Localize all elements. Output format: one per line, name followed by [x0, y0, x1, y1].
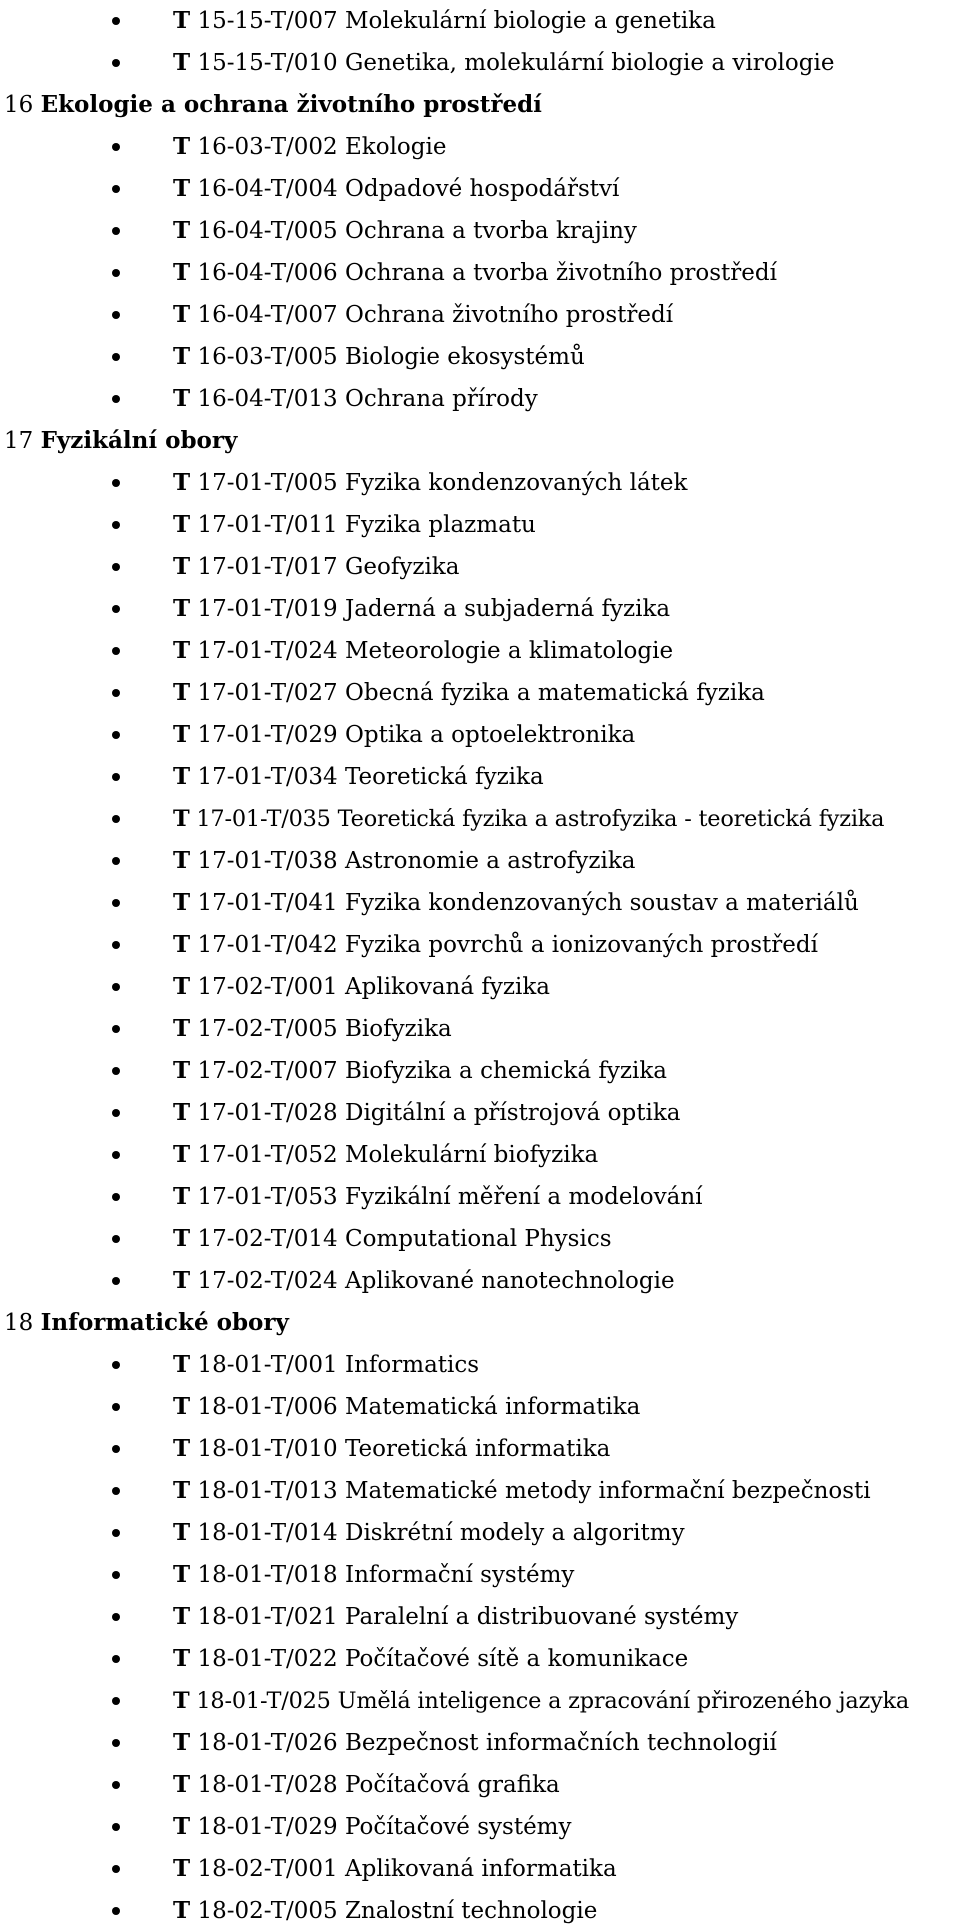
item-name: Diskrétní modely a algoritmy: [345, 1520, 685, 1546]
item-prefix: T: [173, 511, 191, 538]
item-name: Odpadové hospodářství: [345, 176, 620, 202]
item-code: 17-01-T/035: [196, 806, 331, 832]
item-name: Astronomie a astrofyzika: [345, 848, 636, 874]
item-prefix: T: [173, 1351, 191, 1378]
item-code: 17-01-T/041: [197, 890, 338, 916]
item-name: Jaderná a subjaderná fyzika: [345, 596, 671, 622]
list-item: [0, 126, 960, 168]
section-heading: [0, 84, 960, 126]
list-item: [0, 1134, 960, 1176]
item-prefix: T: [173, 847, 191, 874]
list-item: [0, 1848, 960, 1890]
item-code: 16-04-T/013: [197, 386, 338, 412]
bullet-icon: [112, 1823, 120, 1831]
bullet-icon: [112, 1697, 120, 1705]
item-prefix: T: [173, 806, 190, 832]
item-name: Aplikovaná informatika: [345, 1856, 617, 1882]
item-code: 16-03-T/002: [197, 134, 338, 160]
list-item: [0, 1470, 960, 1512]
item-name: Teoretická informatika: [345, 1436, 611, 1462]
item-name: Informační systémy: [345, 1562, 575, 1588]
item-name: Ochrana a tvorba krajiny: [345, 218, 637, 244]
bullet-icon: [112, 17, 120, 25]
item-code: 17-01-T/011: [197, 512, 338, 538]
list-item: [0, 336, 960, 378]
bullet-icon: [112, 773, 120, 781]
item-prefix: T: [173, 1645, 191, 1672]
item-prefix: T: [173, 1267, 191, 1294]
list-item: [0, 924, 960, 966]
item-code: 18-01-T/028: [197, 1772, 338, 1798]
list-item: [0, 1092, 960, 1134]
bullet-icon: [112, 1739, 120, 1747]
bullet-icon: [112, 185, 120, 193]
bullet-icon: [112, 731, 120, 739]
item-prefix: T: [173, 1771, 191, 1798]
item-code: 17-02-T/007: [197, 1058, 338, 1084]
list-item: [0, 546, 960, 588]
item-prefix: T: [173, 1099, 191, 1126]
item-code: 16-04-T/005: [197, 218, 338, 244]
list-item: [0, 1050, 960, 1092]
bullet-icon: [112, 1865, 120, 1873]
item-name: Meteorologie a klimatologie: [345, 638, 674, 664]
list-item: [0, 1008, 960, 1050]
bullet-icon: [112, 1109, 120, 1117]
item-name: Počítačové sítě a komunikace: [345, 1646, 689, 1672]
list-item: [0, 1428, 960, 1470]
bullet-icon: [112, 689, 120, 697]
item-name: Optika a optoelektronika: [345, 722, 636, 748]
item-prefix: T: [173, 1813, 191, 1840]
item-code: 17-01-T/028: [197, 1100, 338, 1126]
section-heading: [0, 1302, 960, 1344]
list-item: [0, 1386, 960, 1428]
list-item: [0, 1554, 960, 1596]
item-name: Aplikovaná fyzika: [345, 974, 551, 1000]
list-item: [0, 0, 960, 42]
item-prefix: T: [173, 7, 191, 34]
item-code: 18-01-T/018: [197, 1562, 338, 1588]
list-item: [0, 294, 960, 336]
item-prefix: T: [173, 553, 191, 580]
item-prefix: T: [173, 259, 191, 286]
item-name: Bezpečnost informačních technologií: [345, 1730, 777, 1756]
item-code: 17-02-T/014: [197, 1226, 338, 1252]
list-item: [0, 378, 960, 420]
item-name: Aplikované nanotechnologie: [345, 1268, 675, 1294]
list-item: [0, 1344, 960, 1386]
item-prefix: T: [173, 595, 191, 622]
item-prefix: T: [173, 1603, 191, 1630]
bullet-icon: [112, 395, 120, 403]
item-code: 17-02-T/005: [197, 1016, 338, 1042]
item-code: 16-04-T/007: [197, 302, 338, 328]
item-code: 17-02-T/001: [197, 974, 338, 1000]
item-name: Ochrana životního prostředí: [345, 302, 674, 328]
item-name: Informatics: [345, 1352, 480, 1378]
item-prefix: T: [173, 1729, 191, 1756]
list-item: [0, 1176, 960, 1218]
item-prefix: T: [173, 1561, 191, 1588]
list-item: [0, 210, 960, 252]
list-item: [0, 252, 960, 294]
item-code: 17-01-T/005: [197, 470, 338, 496]
item-name: Computational Physics: [345, 1226, 612, 1252]
bullet-icon: [112, 899, 120, 907]
bullet-icon: [112, 857, 120, 865]
bullet-icon: [112, 1445, 120, 1453]
bullet-icon: [112, 479, 120, 487]
item-name: Obecná fyzika a matematická fyzika: [345, 680, 765, 706]
item-name: Teoretická fyzika a astrofyzika - teoretická fyzika: [337, 806, 885, 832]
item-name: Ochrana přírody: [345, 386, 538, 412]
bullet-icon: [112, 1529, 120, 1537]
item-prefix: T: [173, 1057, 191, 1084]
list-item: [0, 1512, 960, 1554]
item-prefix: T: [173, 637, 191, 664]
item-code: 18-01-T/001: [197, 1352, 338, 1378]
item-prefix: T: [173, 931, 191, 958]
item-prefix: T: [173, 1183, 191, 1210]
item-prefix: T: [173, 763, 191, 790]
item-prefix: T: [173, 217, 191, 244]
item-name: Molekulární biofyzika: [345, 1142, 599, 1168]
item-prefix: T: [173, 1897, 191, 1924]
list-item: [0, 1680, 960, 1722]
item-prefix: T: [173, 469, 191, 496]
list-item: [0, 966, 960, 1008]
bullet-icon: [112, 521, 120, 529]
bullet-icon: [112, 1571, 120, 1579]
item-name: Genetika, molekulární biologie a virologie: [345, 50, 835, 76]
item-prefix: T: [173, 889, 191, 916]
list-item: [0, 672, 960, 714]
list-item: [0, 798, 960, 840]
item-code: 16-04-T/004: [197, 176, 338, 202]
item-code: 18-02-T/005: [197, 1898, 338, 1924]
bullet-icon: [112, 1487, 120, 1495]
item-code: 16-03-T/005: [197, 344, 338, 370]
list-item: [0, 42, 960, 84]
list-item: [0, 1806, 960, 1848]
bullet-icon: [112, 1781, 120, 1789]
list-item: [0, 882, 960, 924]
item-code: 18-01-T/006: [197, 1394, 338, 1420]
item-prefix: T: [173, 133, 191, 160]
item-name: Biologie ekosystémů: [345, 344, 585, 370]
bullet-icon: [112, 1361, 120, 1369]
item-name: Počítačová grafika: [345, 1772, 560, 1798]
item-code: 16-04-T/006: [197, 260, 338, 286]
item-name: Ochrana a tvorba životního prostředí: [345, 260, 777, 286]
item-code: 15-15-T/010: [197, 50, 338, 76]
item-code: 17-01-T/034: [197, 764, 338, 790]
section-number: 16: [4, 92, 34, 118]
item-name: Fyzika kondenzovaných látek: [345, 470, 688, 496]
item-name: Fyzikální měření a modelování: [345, 1184, 703, 1210]
item-name: Geofyzika: [345, 554, 460, 580]
bullet-icon: [112, 815, 120, 823]
section-title: Fyzikální obory: [40, 427, 238, 454]
bullet-icon: [112, 269, 120, 277]
item-name: Znalostní technologie: [345, 1898, 598, 1924]
item-name: Biofyzika: [345, 1016, 452, 1042]
bullet-icon: [112, 1193, 120, 1201]
bullet-icon: [112, 563, 120, 571]
bullet-icon: [112, 647, 120, 655]
item-prefix: T: [173, 1519, 191, 1546]
bullet-icon: [112, 59, 120, 67]
list-item: [0, 462, 960, 504]
item-code: 17-01-T/052: [197, 1142, 338, 1168]
bullet-icon: [112, 983, 120, 991]
section-title: Ekologie a ochrana životního prostředí: [40, 91, 542, 118]
item-name: Ekologie: [345, 134, 447, 160]
item-prefix: T: [173, 49, 191, 76]
bullet-icon: [112, 1235, 120, 1243]
item-name: Digitální a přístrojová optika: [345, 1100, 681, 1126]
item-code: 17-01-T/053: [197, 1184, 338, 1210]
item-name: Fyzika kondenzovaných soustav a materiálů: [345, 890, 859, 916]
list-item: [0, 1260, 960, 1302]
item-code: 17-01-T/019: [197, 596, 338, 622]
item-prefix: T: [173, 343, 191, 370]
list-item: [0, 1596, 960, 1638]
item-prefix: T: [173, 1393, 191, 1420]
item-name: Fyzika povrchů a ionizovaných prostředí: [345, 932, 818, 958]
list-item: [0, 1638, 960, 1680]
list-item: [0, 840, 960, 882]
item-code: 17-02-T/024: [197, 1268, 338, 1294]
item-prefix: T: [173, 1855, 191, 1882]
bullet-icon: [112, 1403, 120, 1411]
item-code: 18-01-T/013: [197, 1478, 338, 1504]
item-code: 18-01-T/029: [197, 1814, 338, 1840]
section-title: Informatické obory: [40, 1309, 289, 1336]
bullet-icon: [112, 1907, 120, 1915]
item-prefix: T: [173, 385, 191, 412]
list-item: [0, 756, 960, 798]
list-item: [0, 1722, 960, 1764]
item-prefix: T: [173, 1688, 190, 1714]
bullet-icon: [112, 227, 120, 235]
item-code: 15-15-T/007: [197, 8, 338, 34]
bullet-icon: [112, 1067, 120, 1075]
item-code: 18-01-T/026: [197, 1730, 338, 1756]
item-name: Umělá inteligence a zpracování přirozeného jazyka: [337, 1688, 910, 1714]
bullet-icon: [112, 941, 120, 949]
item-code: 18-01-T/025: [196, 1688, 331, 1714]
bullet-icon: [112, 1025, 120, 1033]
item-name: Teoretická fyzika: [345, 764, 544, 790]
section-number: 17: [4, 428, 34, 454]
list-item: [0, 1764, 960, 1806]
item-code: 17-01-T/027: [197, 680, 338, 706]
item-name: Fyzika plazmatu: [345, 512, 536, 538]
bullet-icon: [112, 1655, 120, 1663]
item-name: Matematické metody informační bezpečnosti: [345, 1478, 871, 1504]
bullet-icon: [112, 605, 120, 613]
item-prefix: T: [173, 1477, 191, 1504]
item-name: Matematická informatika: [345, 1394, 641, 1420]
item-prefix: T: [173, 1141, 191, 1168]
item-code: 17-01-T/024: [197, 638, 338, 664]
item-prefix: T: [173, 175, 191, 202]
item-code: 17-01-T/042: [197, 932, 338, 958]
item-prefix: T: [173, 301, 191, 328]
list-item: [0, 168, 960, 210]
item-name: Biofyzika a chemická fyzika: [345, 1058, 668, 1084]
bullet-icon: [112, 311, 120, 319]
item-code: 17-01-T/017: [197, 554, 338, 580]
item-prefix: T: [173, 973, 191, 1000]
list-item: [0, 714, 960, 756]
item-code: 17-01-T/038: [197, 848, 338, 874]
bullet-icon: [112, 353, 120, 361]
section-heading: [0, 420, 960, 462]
list-item: [0, 1890, 960, 1932]
item-code: 18-01-T/014: [197, 1520, 338, 1546]
item-name: Paralelní a distribuované systémy: [345, 1604, 739, 1630]
item-code: 18-01-T/022: [197, 1646, 338, 1672]
list-item: [0, 1218, 960, 1260]
item-prefix: T: [173, 1225, 191, 1252]
bullet-icon: [112, 1277, 120, 1285]
item-prefix: T: [173, 1435, 191, 1462]
list-item: [0, 630, 960, 672]
bullet-icon: [112, 1613, 120, 1621]
list-item: [0, 504, 960, 546]
item-name: Počítačové systémy: [345, 1814, 572, 1840]
list-item: [0, 588, 960, 630]
item-code: 17-01-T/029: [197, 722, 338, 748]
item-prefix: T: [173, 721, 191, 748]
item-code: 18-01-T/010: [197, 1436, 338, 1462]
section-number: 18: [4, 1310, 34, 1336]
item-prefix: T: [173, 679, 191, 706]
item-code: 18-01-T/021: [197, 1604, 338, 1630]
item-code: 18-02-T/001: [197, 1856, 338, 1882]
bullet-icon: [112, 143, 120, 151]
item-prefix: T: [173, 1015, 191, 1042]
bullet-icon: [112, 1151, 120, 1159]
item-name: Molekulární biologie a genetika: [345, 8, 716, 34]
